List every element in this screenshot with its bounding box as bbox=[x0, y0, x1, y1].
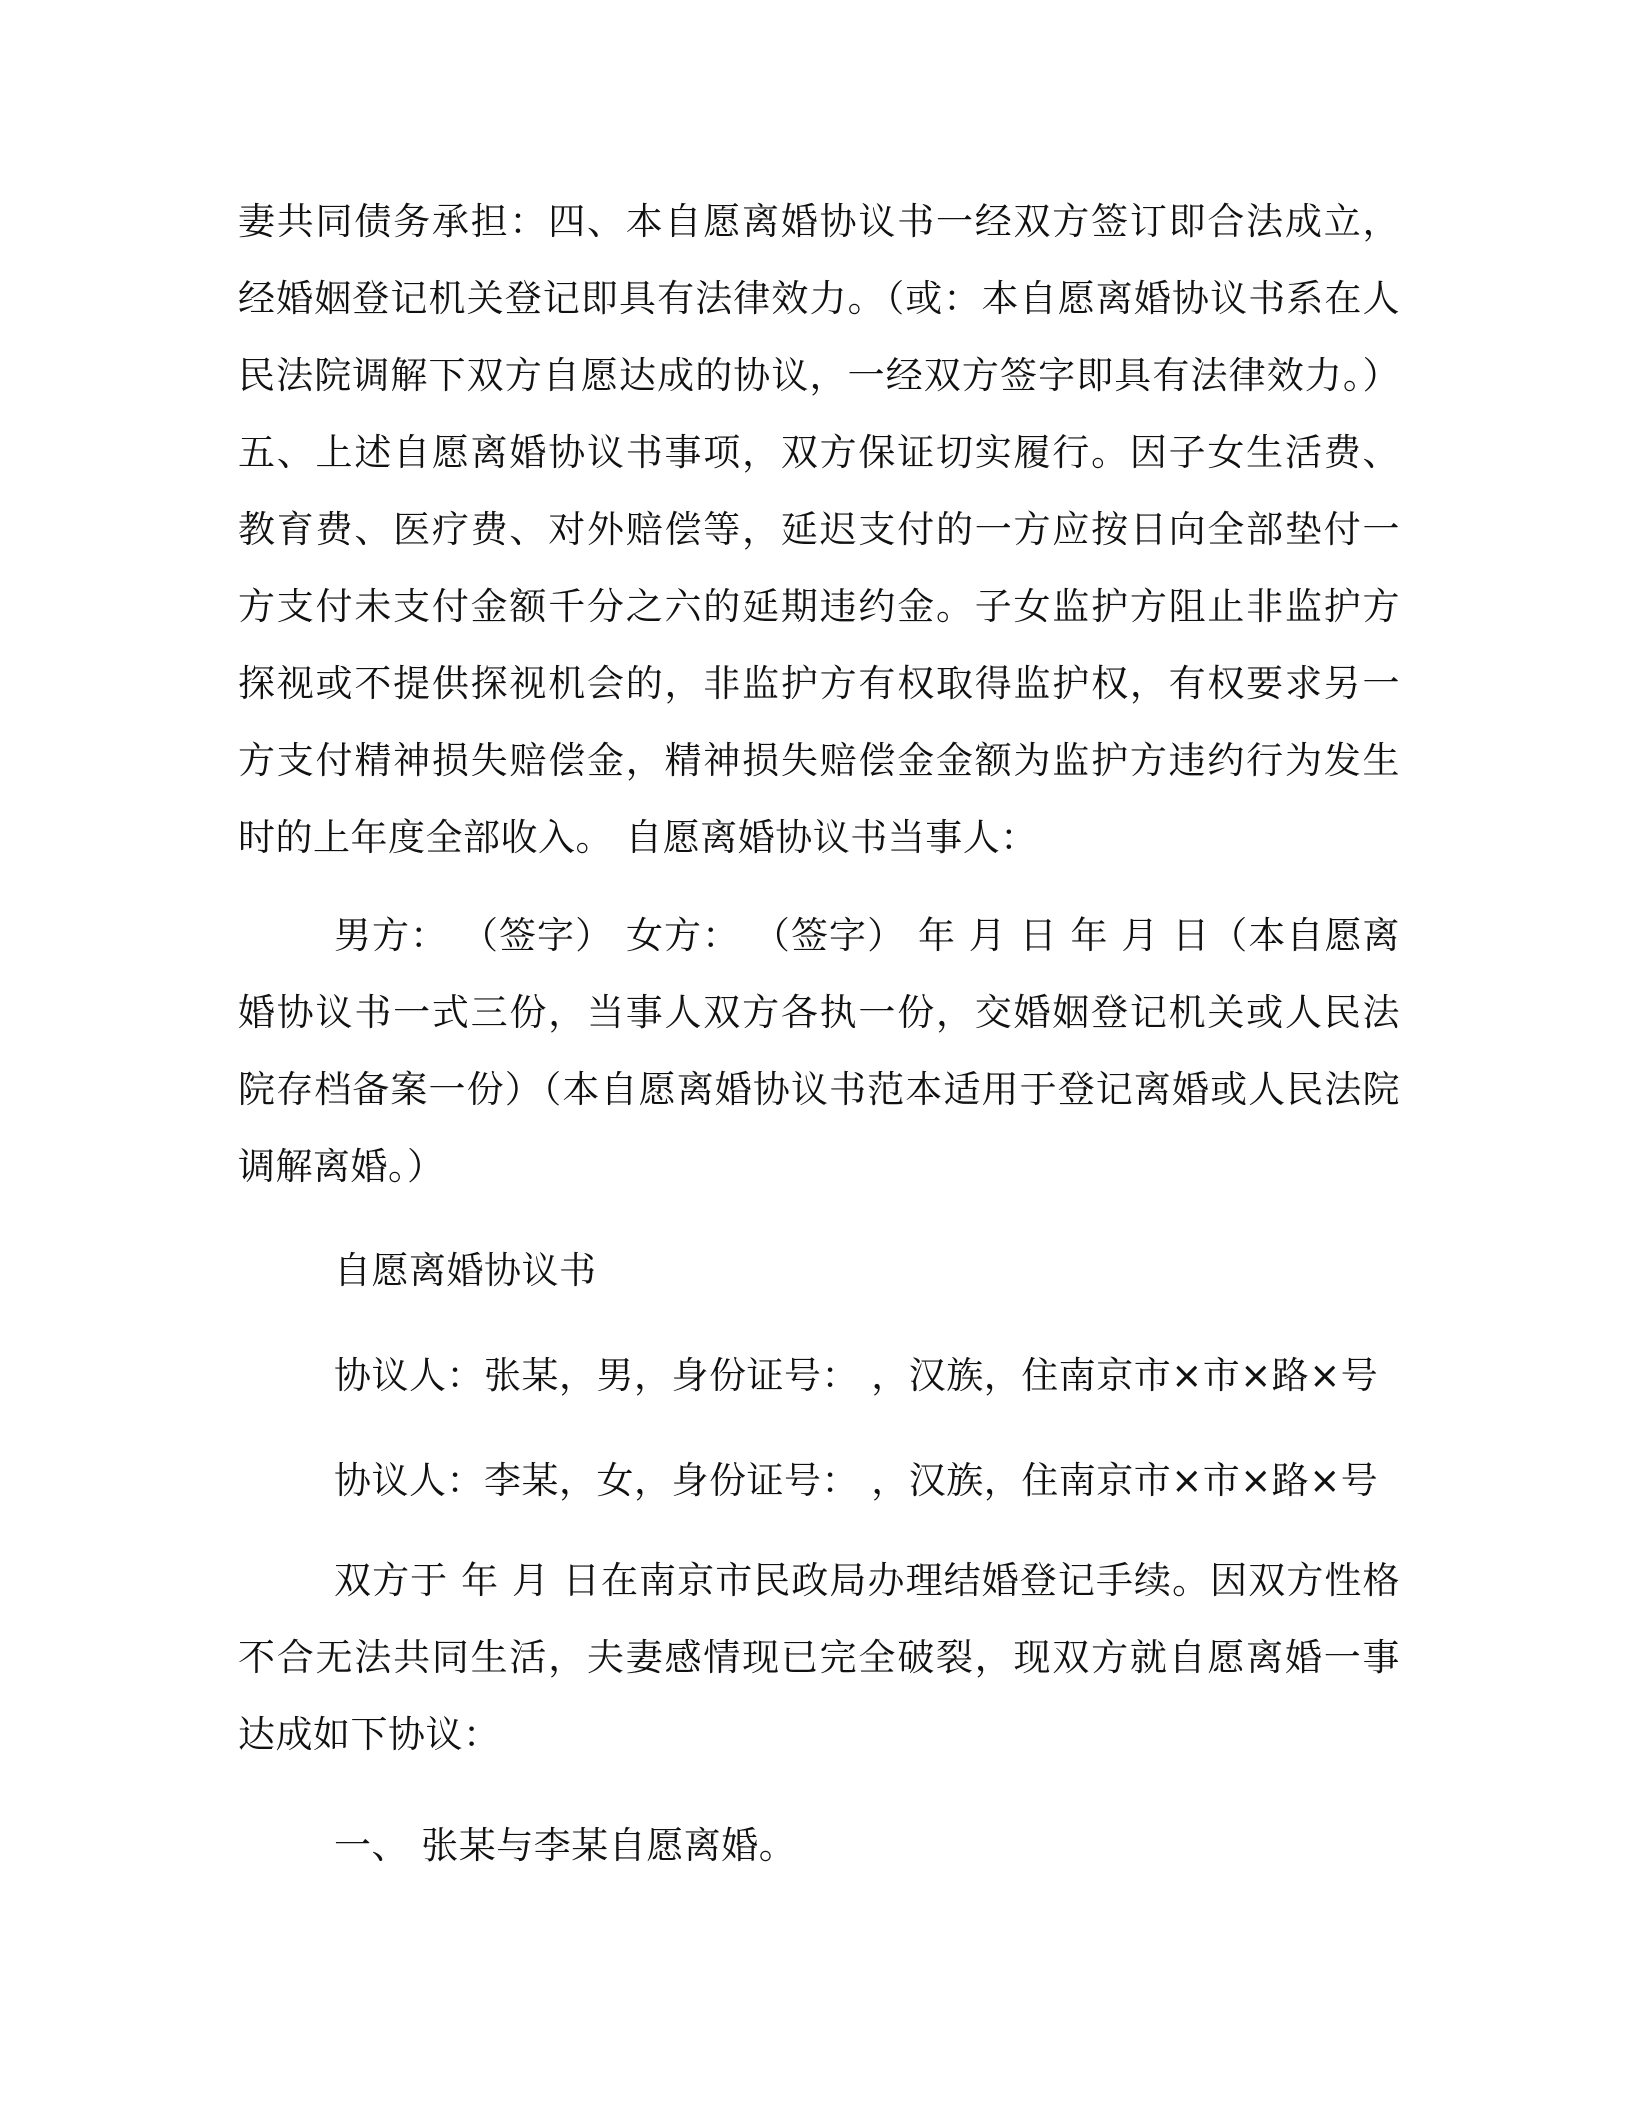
party-two-line: 协议人：李某，女，身份证号： ，汉族，住南京市×市×路×号 bbox=[334, 1459, 1379, 1502]
paragraph-signature: 男方： （签字） 女方： （签字） 年 月 日 年 月 日（本自愿离婚协议书一式三份，当事人双方各执一份，交婚姻登记机关或人民法院存档备案一份）（本自愿离婚协议书范本适用于登记离婚或人民法院调解离婚。） bbox=[238, 914, 1400, 1188]
party-one-line: 协议人：张某，男，身份证号： ，汉族，住南京市×市×路×号 bbox=[334, 1354, 1379, 1397]
paragraph-continuation: 妻共同债务承担：四、本自愿离婚协议书一经双方签订即合法成立，经婚姻登记机关登记即具有法律效力。（或：本自愿离婚协议书系在人民法院调解下双方自愿达成的协议，一经双方签字即具有法律效力。）五、上述自愿离婚协议书事项，双方保证切实履行。因子女生活费、教育费、医疗费、对外赔偿等，延迟支付的一方应按日向全部垫付一方支付未支付金额千分之六的延期违约金。子女监护方阻止非监护方探视或不提供探视机会的，非监护方有权取得监护权，有权要求另一方支付精神损失赔偿金，精神损失赔偿金金额为监护方违约行为发生时的上年度全部收入。 自愿离婚协议书当事人： bbox=[238, 200, 1400, 859]
clause-one: 一、 张某与李某自愿离婚。 bbox=[334, 1824, 797, 1867]
paragraph-background: 双方于 年 月 日在南京市民政局办理结婚登记手续。因双方性格不合无法共同生活，夫妻感情现已完全破裂，现双方就自愿离婚一事达成如下协议： bbox=[238, 1559, 1400, 1756]
agreement-title: 自愿离婚协议书 bbox=[334, 1249, 597, 1292]
